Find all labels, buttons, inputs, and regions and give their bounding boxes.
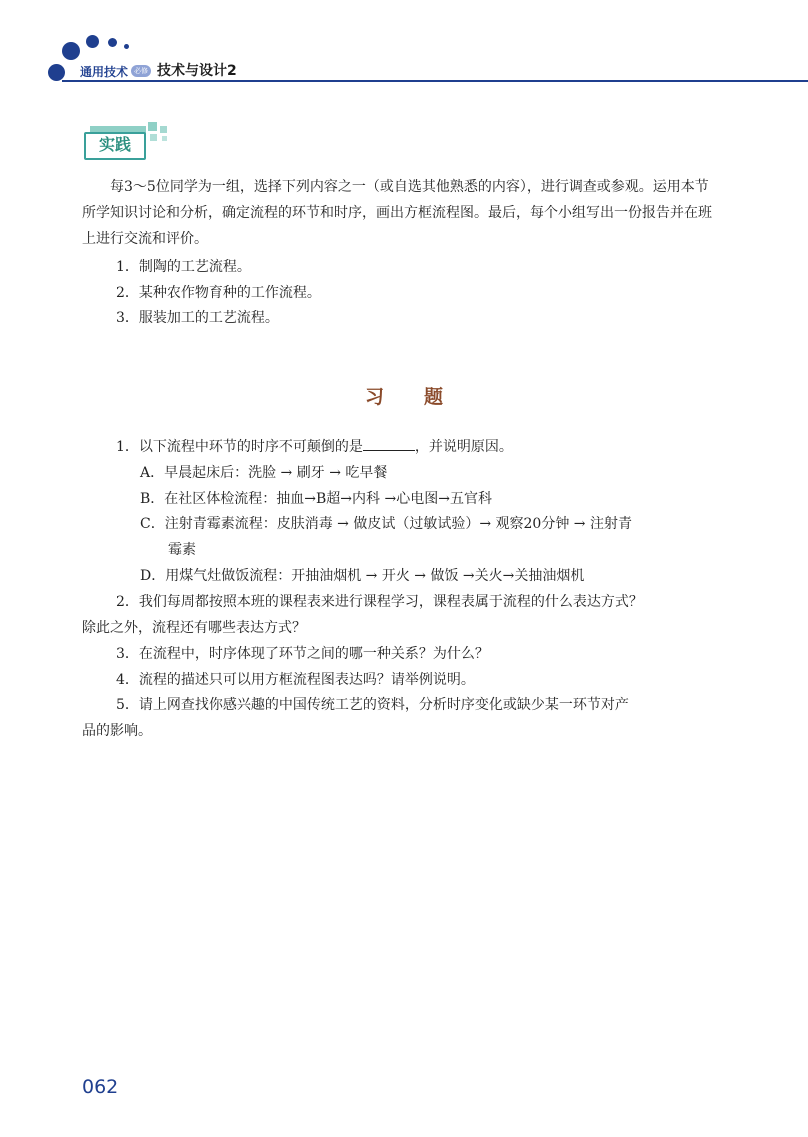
option-c-continued: 霉素 [168, 542, 196, 558]
decor-dot-medium [86, 35, 99, 48]
question-1 [116, 436, 513, 456]
question-1-prefix: 1．以下流程中环节的时序不可颠倒的是 [116, 439, 363, 455]
option-a: A．早晨起床后：洗脸 → 刷牙 → 吃早餐 [140, 465, 388, 481]
question-3: 3．在流程中，时序体现了环节之间的哪一种关系？为什么？ [116, 646, 489, 662]
practice-item: 2．某种农作物育种的工作流程。 [116, 285, 321, 301]
option-d: D．用煤气灶做饭流程：开抽油烟机 → 开火 → 做饭 →关火→关抽油烟机 [140, 568, 585, 584]
practice-paragraph: 每3～5位同学为一组，选择下列内容之一（或自选其他熟悉的内容），进行调查或参观。运用本节所学知识讨论和分析，确定流程的环节和时序，画出方框流程图。最后，每个小组写出一份报告并在班上进行交流和评价。 [82, 179, 712, 247]
question-2-continued: 除此之外，流程还有哪些表达方式？ [82, 620, 306, 636]
header-rule [62, 80, 808, 82]
decor-square [160, 126, 167, 133]
decor-dot-large [62, 42, 80, 60]
option-c: C．注射青霉素流程：皮肤消毒 → 做皮试（过敏试验）→ 观察20分钟 → 注射青 [140, 516, 632, 532]
series-name: 通用技术 [80, 65, 129, 79]
practice-item: 1．制陶的工艺流程。 [116, 259, 251, 275]
practice-item: 3．服装加工的工艺流程。 [116, 310, 279, 326]
question-5-continued: 品的影响。 [82, 723, 152, 739]
required-badge: 必修 [131, 65, 151, 77]
page-number: 062 [82, 1076, 119, 1098]
practice-label: 实践 [98, 135, 131, 154]
page-header [0, 0, 808, 90]
exercises-title: 习题 [364, 386, 483, 408]
decor-square [148, 122, 157, 131]
question-5: 5．请上网查找你感兴趣的中国传统工艺的资料，分析时序变化或缺少某一环节对产 [116, 697, 629, 713]
question-2: 2．我们每周都按照本班的课程表来进行课程学习，课程表属于流程的什么表达方式？ [116, 594, 643, 610]
decor-dot-tiny [124, 44, 129, 49]
decor-square [162, 136, 167, 141]
decor-dot-small [108, 38, 117, 47]
book-title: 技术与设计2 [157, 63, 237, 79]
question-1-suffix: ，并说明原因。 [414, 439, 513, 455]
option-b: B．在社区体检流程：抽血→B超→内科 →心电图→五官科 [140, 491, 492, 507]
answer-blank [363, 436, 415, 451]
decor-dot-left [48, 64, 65, 81]
question-4: 4．流程的描述只可以用方框流程图表达吗？请举例说明。 [116, 672, 475, 688]
decor-square [150, 134, 157, 141]
